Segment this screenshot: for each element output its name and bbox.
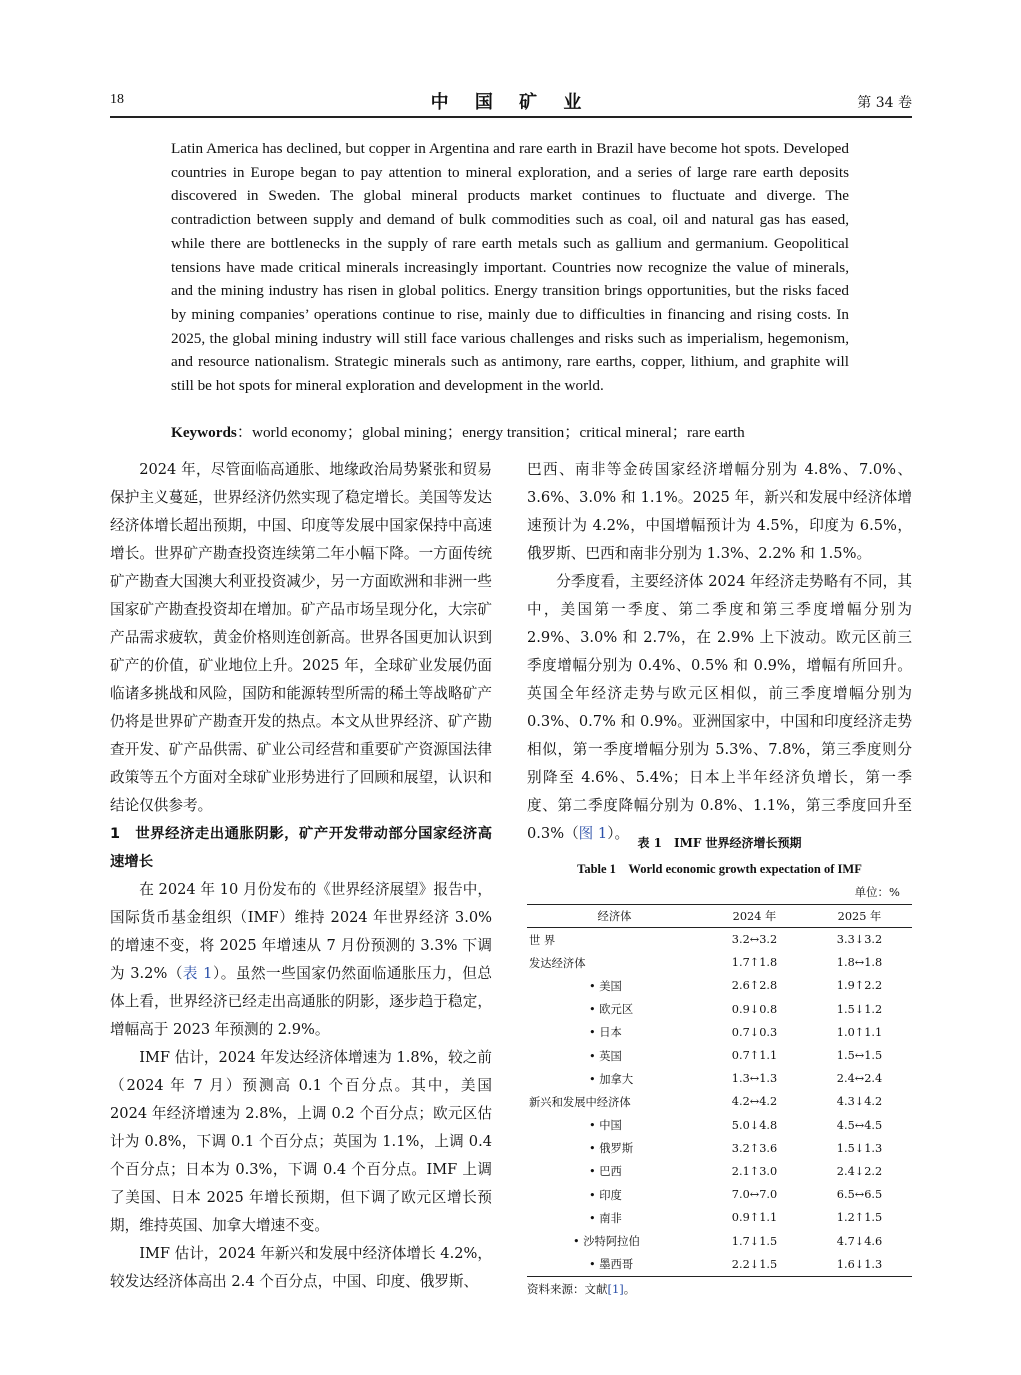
row-name: • 中国 (589, 1119, 622, 1133)
section-heading: 1 世界经济走出通胀阴影，矿产开发带动部分国家经济高速增长 (110, 826, 492, 870)
row-name: • 沙特阿拉伯 (573, 1235, 640, 1249)
table-row (527, 928, 912, 952)
table-row (527, 974, 912, 997)
source-ref-link[interactable]: [1] (607, 1282, 624, 1296)
paragraph-text: 在 2024 年 10 月份发布的《世界经济展望》报告中，国际货币基金组织（IMF）维持 2024 年世界经济 3.0% 的增速不变，将 2025 年增速从 7 月份预测的 3.3% 下调为 3.2%（ (110, 881, 492, 982)
table-row (527, 1114, 912, 1137)
left-column (110, 456, 492, 1296)
table-ref-link[interactable]: 表 1 (182, 965, 213, 982)
value-2024: 1.7↑1.8 (731, 956, 778, 970)
value-2025: 1.0↑1.1 (836, 1025, 883, 1039)
row-name: • 南非 (589, 1211, 622, 1225)
table-unit: 单位：% (854, 885, 900, 899)
paragraph-imf-outlook (110, 876, 492, 1044)
table-row (527, 1044, 912, 1067)
value-2024: 0.7↓0.3 (731, 1025, 778, 1039)
paragraph-quarterly (527, 568, 912, 848)
paragraph-text: ）。虽然一些国家仍然面临通胀压力，但总体上看，世界经济已经走出高通胀的阴影，逐步趋于稳定，增幅高于 2023 年预测的 2.9%。 (110, 965, 492, 1038)
value-2024: 2.2↓1.5 (702, 1253, 807, 1277)
value-2024: 0.7↑1.1 (731, 1049, 778, 1063)
volume-label: 第 34 卷 (857, 95, 912, 111)
value-2024: 5.0↓4.8 (731, 1118, 778, 1132)
table-row (527, 1067, 912, 1090)
table-row (527, 1160, 912, 1183)
row-name: • 欧元区 (589, 1003, 634, 1017)
table-row (527, 1137, 912, 1160)
table-row (527, 1021, 912, 1044)
value-2025: 1.5↔1.5 (836, 1049, 883, 1063)
row-name: • 印度 (589, 1188, 622, 1202)
paragraph-brics: 巴西、南非等金砖国家经济增幅分别为 4.8%、7.0%、3.6%、3.0% 和 1.1%。2025 年，新兴和发展中经济体增速预计为 4.2%，中国增幅预计为 4.5%，印度为 6.5%，俄罗斯、巴西和南非分别为 1.3%、2.2% 和 1.5%。 (527, 461, 912, 562)
value-2025: 2.4↔2.4 (836, 1072, 883, 1086)
row-name: • 巴西 (589, 1165, 622, 1179)
table-caption-cn: 表 1 IMF 世界经济增长预期 (637, 836, 802, 850)
source-text: 。 (623, 1282, 636, 1296)
paragraph-developed: IMF 估计，2024 年发达经济体增速为 1.8%，较之前（2024 年 7 月）预测高 0.1 个百分点。其中，美国 2024 年经济增速为 2.8%，上调 0.2 个百分点；欧元区估计为 0.8%，下调 0.1 个百分点；英国为 1.1%，上调 0.4 个百分点；日本为 0.3%，下调 0.4 个百分点。IMF 上调了美国、日本 2025 年增长预期，但下调了欧元区增长预期，维持英国、加拿大增速不变。 (110, 1049, 492, 1234)
value-2025: 6.5↔6.5 (836, 1188, 883, 1202)
value-2024: 1.7↓1.5 (731, 1234, 778, 1248)
source-text: 资料来源：文献 (527, 1282, 608, 1296)
paragraph-text: ）。 (607, 825, 630, 842)
paragraph-text: 分季度看，主要经济体 2024 年经济走势略有不同，其中，美国第一季度、第二季度和第三季度增幅分别为 2.9%、3.0% 和 2.7%，在 2.9% 上下波动。欧元区前三季度增幅分别为 0.4%、0.5% 和 0.9%，增幅有所回升。英国全年经济走势与欧元区相似，前三季度增幅分别为 0.3%、0.7% 和 0.9%。亚洲国家中，中国和印度经济走势相似，第一季度增幅分别为 5.3%、7.8%，第三季度则分别降至 4.6%、5.4%；日本上半年经济负增长，第一季度、第二季度降幅分别为 0.8%、1.1%，第三季度回升至 0.3%（ (527, 573, 912, 842)
value-2024: 0.9↑1.1 (731, 1211, 778, 1225)
row-name: • 美国 (589, 979, 622, 993)
table-row (527, 1229, 912, 1252)
value-2025: 1.9↑2.2 (836, 979, 883, 993)
table-header-row (527, 905, 912, 928)
keywords-line (171, 421, 849, 442)
table-source (527, 1281, 635, 1297)
value-2025: 1.2↑1.5 (836, 1211, 883, 1225)
row-name: • 日本 (589, 1026, 622, 1040)
table-caption-en: Table 1 World economic growth expectation of IMF (577, 862, 862, 876)
growth-table (527, 904, 912, 1277)
keywords-text: ：world economy；global mining；energy transition；critical mineral；rare earth (236, 424, 745, 441)
page-number: 18 (110, 92, 124, 107)
value-2024: 2.1↑3.0 (731, 1164, 778, 1178)
value-2025: 1.5↓1.2 (836, 1002, 883, 1016)
value-2024: 3.2↔3.2 (731, 933, 778, 947)
intro-paragraph: 2024 年，尽管面临高通胀、地缘政治局势紧张和贸易保护主义蔓延，世界经济仍然实现了稳定增长。美国等发达经济体增长超出预期，中国、印度等发展中国家保持中高速增长。世界矿产勘查投资连续第二年小幅下降。一方面传统矿产勘查大国澳大利亚投资减少，另一方面欧洲和非洲一些国家矿产勘查投资却在增加。矿产品市场呈现分化，大宗矿产品需求疲软，黄金价格则连创新高。世界各国更加认识到矿产的价值，矿业地位上升。2025 年，全球矿业发展仍面临诸多挑战和风险，国防和能源转型所需的稀土等战略矿产仍将是世界矿产勘查开发的热点。本文从世界经济、矿产勘查开发、矿产品供需、矿业公司经营和重要矿产资源国法律政策等五个方面对全球矿业形势进行了回顾和展望，认识和结论仅供参考。 (110, 461, 492, 814)
value-2024: 3.2↑3.6 (731, 1141, 778, 1155)
table-row (527, 1206, 912, 1229)
journal-title: 中 国 矿 业 (430, 92, 592, 113)
value-2025: 4.7↓4.6 (836, 1234, 883, 1248)
table-row (527, 951, 912, 974)
row-name: • 墨西哥 (527, 1253, 702, 1277)
paragraph-emerging: IMF 估计，2024 年新兴和发展中经济体增长 4.2%，较发达经济体高出 2.4 个百分点，中国、印度、俄罗斯、 (110, 1245, 492, 1290)
table-row (527, 1090, 912, 1113)
running-header (110, 86, 912, 118)
value-2024: 2.6↑2.8 (731, 979, 778, 993)
figure-ref-link[interactable]: 图 1 (578, 825, 608, 842)
row-name: 新兴和发展中经济体 (529, 1095, 631, 1109)
header-2024: 2024 年 (702, 905, 807, 928)
value-2024: 1.3↔1.3 (731, 1072, 778, 1086)
table-row (527, 1253, 912, 1277)
value-2025: 2.4↓2.2 (836, 1164, 883, 1178)
value-2025: 1.8↔1.8 (836, 956, 883, 970)
row-name: 发达经济体 (529, 956, 586, 970)
row-name: • 加拿大 (589, 1072, 634, 1086)
value-2025: 3.3↓3.2 (836, 933, 883, 947)
row-name: 世 界 (529, 933, 556, 947)
value-2024: 7.0↔7.0 (731, 1188, 778, 1202)
right-column (527, 456, 912, 848)
value-2025: 1.6↓1.3 (807, 1253, 912, 1277)
value-2024: 4.2↔4.2 (731, 1095, 778, 1109)
keywords-label: Keywords (171, 424, 237, 441)
value-2025: 1.5↓1.3 (836, 1141, 883, 1155)
value-2025: 4.3↓4.2 (836, 1095, 883, 1109)
value-2025: 4.5↔4.5 (836, 1118, 883, 1132)
header-economy: 经济体 (527, 905, 702, 928)
value-2024: 0.9↓0.8 (731, 1002, 778, 1016)
row-name: • 英国 (589, 1049, 622, 1063)
english-abstract: Latin America has declined, but copper in Argentina and rare earth in Brazil have become hot spots. Developed countries in Europe began to pay attention to mineral exploration, and a series of large rare earth deposits discovered in Sweden. The global mineral products market continues to fluctuate and diverge. The contradiction between supply and demand of bulk commodities such as coal, oil and natural gas has eased, while there are bottlenecks in the supply of rare earth metals such as gallium and germanium. Geopolitical tensions have made critical minerals increasingly important. Countries now recognize the value of minerals, and the mining industry has risen in global politics. Energy transition brings opportunities, but the risks faced by mining companies’ operations continue to rise, mainly due to difficulties in financing and rising costs. In 2025, the global mining industry will still face various challenges and risks such as imperialism, hegemonism, and resource nationalism. Strategic minerals such as antimony, rare earths, copper, lithium, and graphite will still be hot spots for mineral exploration and development in the world. (171, 140, 849, 395)
table-row (527, 1183, 912, 1206)
table-row (527, 998, 912, 1021)
header-2025: 2025 年 (807, 905, 912, 928)
row-name: • 俄罗斯 (589, 1142, 634, 1156)
